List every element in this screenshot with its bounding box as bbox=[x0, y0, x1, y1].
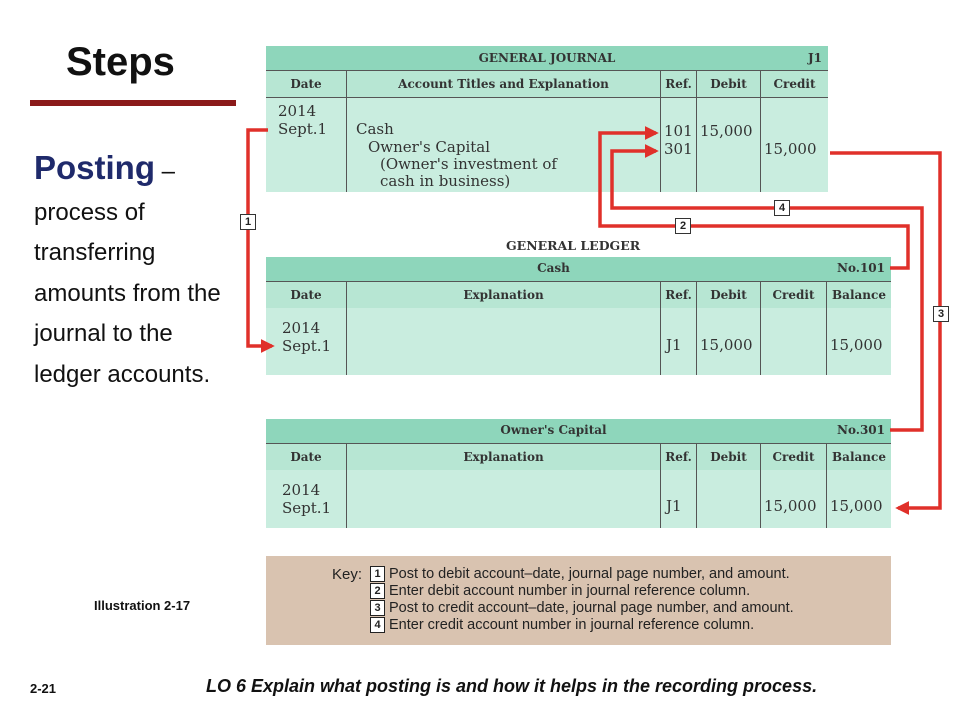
posting-term: Posting bbox=[34, 149, 155, 186]
key-label: Key: bbox=[332, 566, 363, 583]
journal-date-year: 2014 bbox=[278, 102, 317, 120]
cash-date-year: 2014 bbox=[282, 319, 321, 337]
journal-debit-ref: 101 bbox=[664, 122, 693, 140]
capital-ledger-name: Owner's Capital bbox=[500, 423, 607, 437]
key-num-2: 2 bbox=[370, 583, 385, 599]
journal-credit-ref: 301 bbox=[664, 140, 693, 158]
illustration-label: Illustration 2-17 bbox=[94, 598, 191, 613]
key-num-4: 4 bbox=[370, 617, 385, 633]
journal-debit-account: Cash bbox=[356, 120, 394, 138]
journal-col-debit: Debit bbox=[696, 71, 760, 97]
capital-col-date: Date bbox=[290, 450, 322, 464]
key-box bbox=[266, 556, 891, 645]
key-item-1 bbox=[370, 566, 790, 582]
capital-date-day: Sept.1 bbox=[282, 499, 332, 517]
cash-col-debit: Debit bbox=[696, 282, 760, 308]
cash-date-day: Sept.1 bbox=[282, 337, 332, 355]
capital-ref: J1 bbox=[666, 497, 682, 515]
key-num-1: 1 bbox=[370, 566, 385, 582]
key-text-4: Enter credit account number in journal reference column. bbox=[389, 617, 755, 633]
learning-objective: LO 6 Explain what posting is and how it helps in the recording process. bbox=[206, 676, 818, 696]
capital-col-explanation: Explanation bbox=[346, 444, 660, 470]
journal-explanation-line1: (Owner's investment of bbox=[380, 155, 557, 173]
cash-col-ref: Ref. bbox=[660, 282, 696, 308]
arrow-step-4 bbox=[612, 151, 922, 430]
cash-balance: 15,000 bbox=[830, 336, 883, 354]
journal-credit-account: Owner's Capital bbox=[368, 138, 491, 156]
capital-col-balance: Balance bbox=[826, 444, 891, 470]
posting-dash: – bbox=[161, 158, 176, 185]
journal-date-day: Sept.1 bbox=[278, 120, 328, 138]
key-num-3: 3 bbox=[370, 600, 385, 616]
cash-debit: 15,000 bbox=[700, 336, 753, 354]
journal-col-credit: Credit bbox=[760, 71, 828, 97]
cash-col-balance: Balance bbox=[826, 282, 891, 308]
cash-col-explanation: Explanation bbox=[346, 282, 660, 308]
key-text-1: Post to debit account–date, journal page number, and amount. bbox=[389, 566, 790, 582]
journal-page: J1 bbox=[807, 51, 822, 65]
cash-ledger-number: No.101 bbox=[837, 261, 885, 275]
capital-col-ref: Ref. bbox=[660, 444, 696, 470]
arrow-step-1 bbox=[248, 130, 272, 346]
key-item-4 bbox=[370, 617, 754, 633]
journal-credit-amount: 15,000 bbox=[764, 140, 817, 158]
journal-col-ref: Ref. bbox=[660, 71, 696, 97]
slide-title: Steps bbox=[66, 40, 175, 84]
capital-col-credit: Credit bbox=[760, 444, 826, 470]
key-text-2: Enter debit account number in journal reference column. bbox=[389, 583, 751, 599]
step-badge-2: 2 bbox=[675, 218, 691, 234]
capital-col-debit: Debit bbox=[696, 444, 760, 470]
journal-explanation-line2: cash in business) bbox=[380, 172, 511, 190]
key-item-3 bbox=[370, 600, 794, 616]
capital-date-year: 2014 bbox=[282, 481, 321, 499]
key-text-3: Post to credit account–date, journal page number, and amount. bbox=[389, 600, 794, 616]
cash-ref: J1 bbox=[666, 336, 682, 354]
capital-credit: 15,000 bbox=[764, 497, 817, 515]
journal-col-date: Date bbox=[290, 77, 322, 91]
journal-title: GENERAL JOURNAL bbox=[478, 51, 616, 65]
key-item-2 bbox=[370, 583, 750, 599]
journal-col-account: Account Titles and Explanation bbox=[346, 71, 660, 97]
journal-debit-amount: 15,000 bbox=[700, 122, 753, 140]
posting-definition: process of transferring amounts from the journal to the ledger accounts. bbox=[34, 198, 221, 388]
capital-ledger-number: No.301 bbox=[837, 423, 885, 437]
cash-col-date: Date bbox=[290, 288, 322, 302]
step-badge-4: 4 bbox=[774, 200, 790, 216]
ledger-title: GENERAL LEDGER bbox=[506, 238, 641, 253]
cash-ledger-name: Cash bbox=[537, 261, 570, 275]
step-badge-1: 1 bbox=[240, 214, 256, 230]
slide-number: 2-21 bbox=[30, 681, 57, 696]
cash-col-credit: Credit bbox=[760, 282, 826, 308]
capital-balance: 15,000 bbox=[830, 497, 883, 515]
step-badge-3: 3 bbox=[933, 306, 949, 322]
